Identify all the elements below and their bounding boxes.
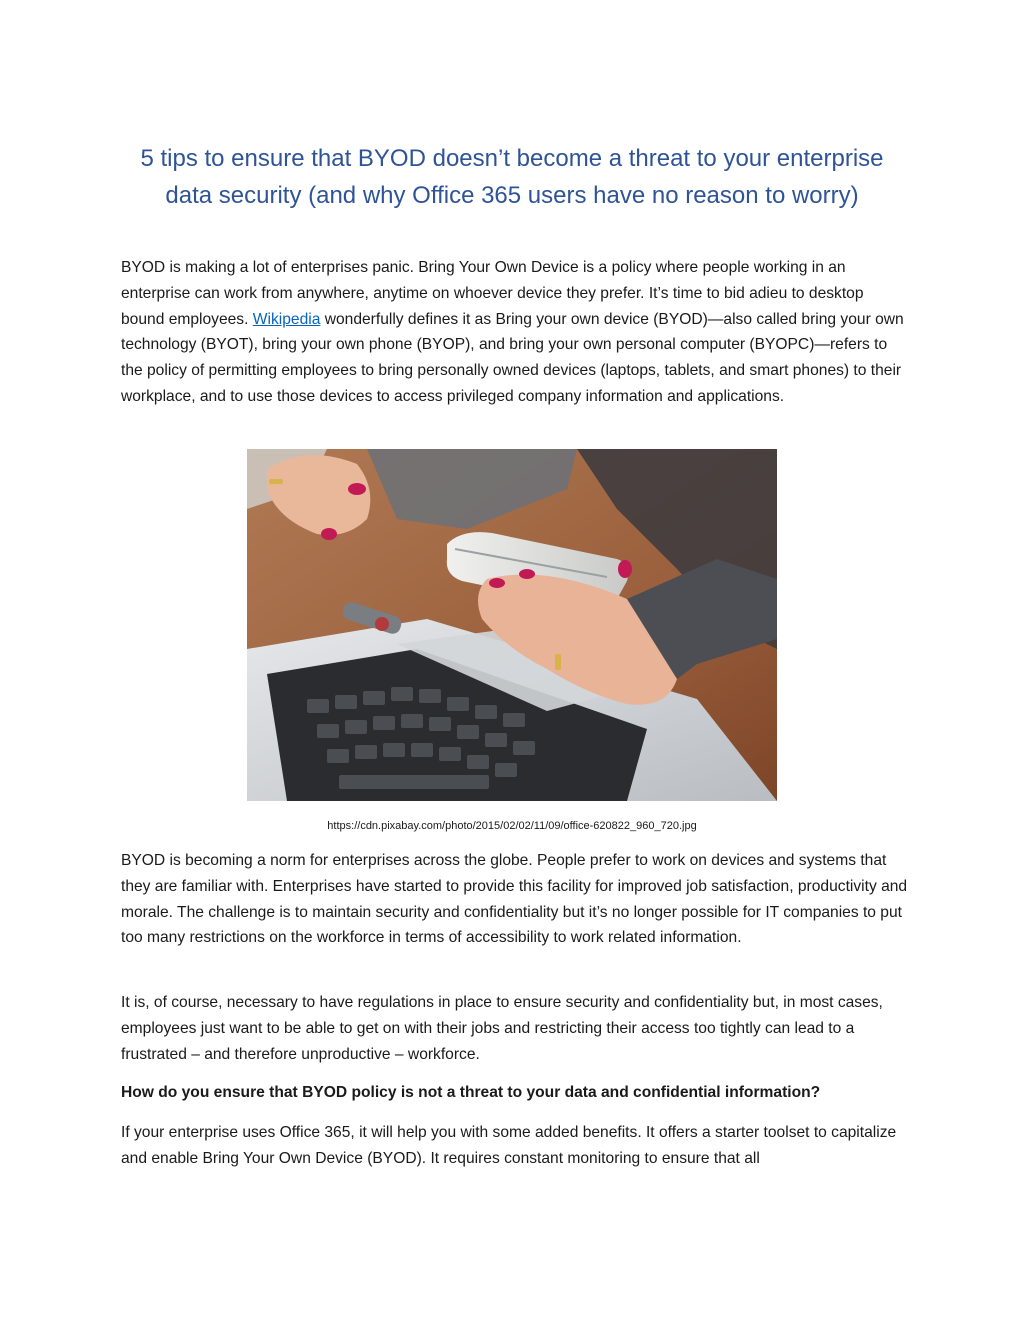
paragraph-3: It is, of course, necessary to have regulations in place to ensure security and confidentiality but, in most cases, employees just want to be able to get on with their jobs and restricting their access too tightly can lead to a frustrated – and therefore unproductive – workforce. [121,994,883,1063]
article-photo [247,449,777,801]
intro-text-end: wonderfully defines it as Bring your own device (BYOD)—also called bring your own technology (BYOT), bring your own phone (BYOP), and bring your own personal computer (BYOPC)—refers to the policy of permitting employees to bring personally owned devices (laptops, tablets, and smart phones) to their workplace, and to use those devices to access privileged company information and applications. [121,310,904,405]
paragraph-2: BYOD is becoming a norm for enterprises across the globe. People prefer to work on devices and systems that they are familiar with. Enterprises have started to provide this facility for improved job satisfaction, productivity and morale. The challenge is to maintain security and confidentiality but it’s no longer possible for IT companies to put too many restrictions on the workforce in terms of accessibility to work related information. [121,852,908,947]
image-caption: https://cdn.pixabay.com/photo/2015/02/02/11/09/office-620822_960_720.jpg [327,820,697,832]
title-line-1: 5 tips to ensure that BYOD doesn’t become a threat to your enterprise [140,145,884,172]
wikipedia-link[interactable]: Wikipedia [252,310,321,328]
paragraph-4: If your enterprise uses Office 365, it will help you with some added benefits. It offers a starter toolset to capitalize and enable Bring Your Own Device (BYOD). It requires constant monitoring to ensure that all [121,1124,897,1167]
section-heading: How do you ensure that BYOD policy is not a threat to your data and confidential information? [121,1084,821,1101]
intro-paragraph [121,255,911,410]
title-line-2: data security (and why Office 365 users have no reason to worry) [165,182,859,209]
document-title [100,140,924,214]
intro-text-start: BYOD is making a lot of enterprises panic. Bring Your Own Device is a policy where people working in an enterprise can work from anywhere, anytime on whoever device they prefer. It’s time to bid adieu to desktop bound employees. [121,259,864,328]
